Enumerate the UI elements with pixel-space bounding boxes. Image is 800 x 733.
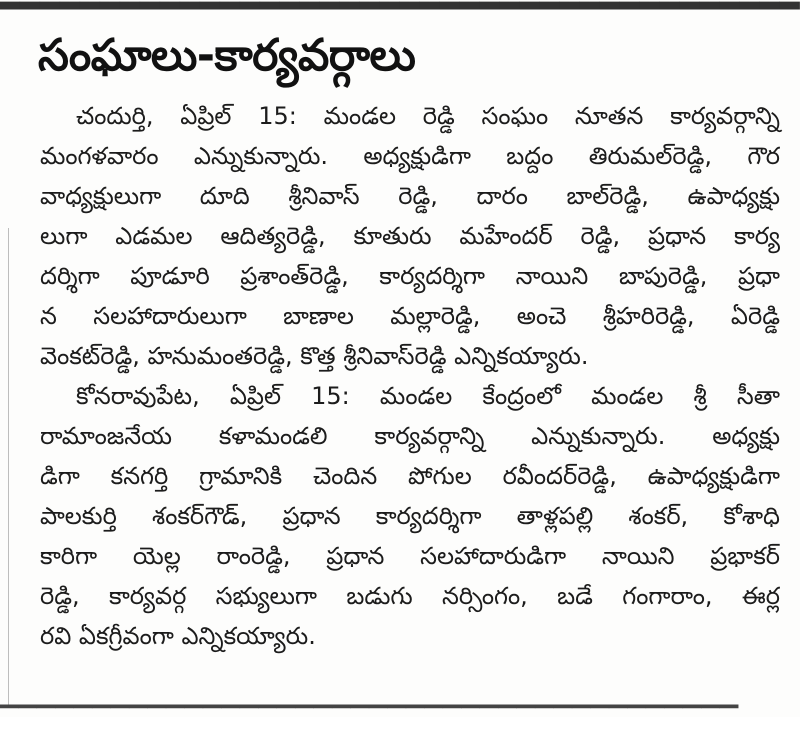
article-headline: సంఘాలు-కార్యవర్గాలు xyxy=(38,30,416,81)
article-line: దర్శిగా పూడూరి ప్రశాంత్‌రెడ్డి, కార్యదర్శిగా నాయిని బాపురెడ్డి, ప్రధా xyxy=(40,262,780,290)
article-body xyxy=(40,96,780,656)
article-line: రవి ఏకగ్రీవంగా ఎన్నికయ్యారు. xyxy=(40,622,316,650)
article-line: లుగా ఎడమల ఆదిత్యరెడ్డి, కూతురు మహేందర్ రెడ్డి, ప్రధాన కార్య xyxy=(40,222,780,250)
article-line: న సలహాదారులుగా బాణాల మల్లారెడ్డి, అంచె శ్రీహరిరెడ్డి, ఏరెడ్డి xyxy=(40,302,780,330)
article-line: కోనరావుపేట, ఏప్రిల్ 15: మండల కేంద్రంలో మండల శ్రీ సీతా xyxy=(76,382,780,410)
article-line: పాలకుర్తి శంకర్‌గౌడ్, ప్రధాన కార్యదర్శిగా తాళ్లపల్లి శంకర్, కోశాధి xyxy=(40,502,780,530)
column-rule xyxy=(8,228,9,708)
article-line: వెంకట్‌రెడ్డి, హనుమంతరెడ్డి, కొత్త శ్రీనివాస్‌రెడ్డి ఎన్నికయ్యారు. xyxy=(40,342,589,370)
article-line: రెడ్డి, కార్యవర్గ సభ్యులుగా బడుగు నర్సింగం, బడే గంగారాం, ఈర్ల xyxy=(40,582,780,610)
article-line: కారిగా యెల్ల రాంరెడ్డి, ప్రధాన సలహాదారుడిగా నాయిని ప్రభాకర్ xyxy=(40,542,780,570)
article-line: చందుర్తి, ఏప్రిల్ 15: మండల రెడ్డి సంఘం నూతన కార్యవర్గాన్ని xyxy=(76,102,780,130)
article-line: డిగా కనగర్తి గ్రామానికి చెందిన పోగుల రవీందర్‌రెడ్డి, ఉపాధ్యక్షుడిగా xyxy=(40,462,780,490)
cropped-previous-text xyxy=(0,0,800,4)
article-line: మంగళవారం ఎన్నుకున్నారు. అధ్యక్షుడిగా బద్దం తిరుమల్‌రెడ్డి, గౌర xyxy=(40,142,780,170)
cropped-next-text: ▔▔▔▔▔▔▔▔▔▔▔▔▔▔▔▔▔▔▔▔▔▔▔▔▔▔▔▔▔▔▔▔▔▔▔▔▔▔▔▔ xyxy=(0,705,739,733)
article-line: రామాంజనేయ కళామండలి కార్యవర్గాన్ని ఎన్నుకున్నారు. అధ్యక్షు xyxy=(40,422,780,450)
article-line: వాధ్యక్షులుగా దూది శ్రీనివాస్ రెడ్డి, దారం బాల్‌రెడ్డి, ఉపాధ్యక్షు xyxy=(40,182,780,210)
